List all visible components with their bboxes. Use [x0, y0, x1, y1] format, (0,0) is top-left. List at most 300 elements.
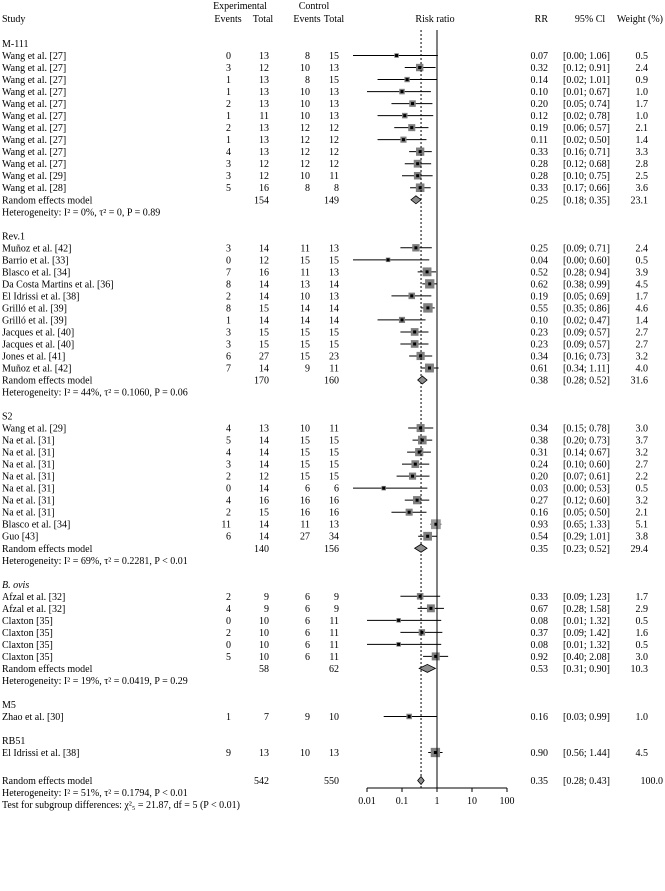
exp-total-cell: 13 — [259, 748, 269, 759]
study-label: Muñoz et al. [42] — [2, 363, 72, 375]
exp-events-cell: 3 — [226, 63, 231, 75]
weight-cell: 2.2 — [635, 471, 648, 483]
pooled-weight: 31.6 — [630, 375, 648, 387]
ctrl-total-cell: 12 — [329, 159, 339, 171]
ctrl-total-cell: 13 — [329, 291, 339, 303]
ctrl-total-cell: 15 — [329, 327, 339, 339]
exp-events-cell: 1 — [226, 135, 231, 147]
exp-events-cell: 5 — [226, 183, 231, 195]
pooled-ci: [0.18; 0.35] — [563, 195, 610, 207]
overall-heterogeneity: Heterogeneity: I² = 51%, τ² = 0.1794, P < 0.01 — [2, 788, 188, 800]
ctrl-total-cell: 15 — [329, 51, 339, 63]
ctrl-events-cell: 9 — [305, 711, 310, 723]
ctrl-events-cell: 6 — [305, 615, 310, 627]
ctrl-events-cell: 15 — [300, 447, 310, 459]
exp-total-cell: 10 — [259, 651, 269, 663]
exp-total-cell: 14 — [259, 483, 269, 495]
study-point-center — [434, 751, 437, 754]
ctrl-total-cell: 15 — [329, 255, 339, 267]
header-exp-events: Events — [214, 14, 242, 25]
study-point-center — [414, 246, 417, 249]
ci-cell: [0.10; 0.75] — [563, 171, 610, 183]
overall-ci: [0.28; 0.43] — [563, 776, 610, 788]
study-point-center — [416, 162, 419, 165]
exp-events-cell: 2 — [226, 507, 231, 519]
rr-cell: 0.24 — [530, 459, 548, 471]
ctrl-total-cell: 11 — [329, 423, 339, 435]
ctrl-total-cell: 13 — [329, 267, 339, 279]
study-label: Muñoz et al. [42] — [2, 243, 72, 255]
rr-cell: 0.31 — [530, 447, 548, 459]
rr-cell: 0.33 — [530, 147, 548, 159]
weight-cell: 3.6 — [635, 183, 648, 195]
exp-events-cell: 0 — [226, 639, 231, 651]
study-point-center — [418, 451, 421, 454]
ctrl-events-cell: 16 — [300, 507, 310, 519]
ci-cell: [0.01; 1.32] — [563, 615, 610, 627]
exp-total-cell: 16 — [259, 267, 269, 279]
ci-cell: [0.40; 2.08] — [563, 651, 610, 663]
rr-cell: 0.54 — [530, 531, 548, 543]
study-point-center — [429, 607, 432, 610]
weight-cell: 0.5 — [635, 483, 648, 495]
study-point-center — [411, 102, 414, 105]
exp-total-cell: 10 — [259, 627, 269, 639]
study-label: Zhao et al. [30] — [2, 711, 64, 723]
rr-cell: 0.33 — [530, 591, 548, 603]
rr-cell: 0.11 — [530, 135, 548, 147]
study-point-center — [397, 619, 400, 622]
pooled-ci: [0.28; 0.52] — [563, 375, 610, 387]
weight-cell: 2.1 — [635, 123, 648, 135]
exp-events-cell: 4 — [226, 147, 231, 159]
exp-total-cell: 10 — [259, 639, 269, 651]
ci-cell: [0.29; 1.01] — [563, 531, 610, 543]
rr-cell: 0.20 — [530, 99, 548, 111]
exp-total-cell: 14 — [259, 315, 269, 327]
exp-events-cell: 1 — [226, 315, 231, 327]
rr-cell: 0.07 — [530, 51, 548, 63]
exp-total-cell: 15 — [259, 327, 269, 339]
rr-cell: 0.20 — [530, 471, 548, 483]
exp-events-cell: 4 — [226, 495, 231, 507]
ctrl-total-cell: 16 — [329, 495, 339, 507]
ctrl-events-cell: 14 — [300, 303, 310, 315]
study-label: Wang et al. [27] — [2, 63, 67, 75]
ctrl-events-cell: 8 — [305, 75, 310, 87]
ci-cell: [0.14; 0.67] — [563, 447, 610, 459]
study-point-center — [408, 511, 411, 514]
weight-cell: 3.0 — [635, 423, 648, 435]
rr-cell: 0.92 — [530, 651, 548, 663]
pooled-ci: [0.31; 0.90] — [563, 663, 610, 675]
exp-total-cell: 14 — [259, 531, 269, 543]
rr-cell: 0.33 — [530, 183, 548, 195]
exp-total-cell: 14 — [259, 243, 269, 255]
study-label: Blasco et al. [34] — [2, 519, 71, 531]
study-label: Afzal et al. [32] — [2, 603, 66, 615]
ctrl-total-cell: 34 — [329, 531, 339, 543]
study-label: Claxton [35] — [2, 651, 53, 663]
exp-events-cell: 0 — [226, 615, 231, 627]
ctrl-total-cell: 14 — [329, 315, 339, 327]
weight-cell: 1.0 — [635, 711, 648, 723]
exp-events-cell: 3 — [226, 339, 231, 351]
weight-cell: 3.2 — [635, 447, 648, 459]
exp-events-cell: 3 — [226, 171, 231, 183]
study-label: Barrio et al. [33] — [2, 255, 69, 267]
study-label: Claxton [35] — [2, 615, 53, 627]
ctrl-events-cell: 15 — [300, 471, 310, 483]
subgroup-label: B. ovis — [2, 579, 30, 591]
exp-total-cell: 15 — [259, 303, 269, 315]
pooled-diamond — [418, 376, 427, 384]
ctrl-total-cell: 15 — [329, 459, 339, 471]
study-point-center — [401, 318, 404, 321]
ctrl-events-cell: 15 — [300, 435, 310, 447]
exp-events-cell: 2 — [226, 471, 231, 483]
ctrl-events-cell: 12 — [300, 147, 310, 159]
ci-cell: [0.00; 1.06] — [563, 51, 610, 63]
ci-cell: [0.02; 1.01] — [563, 75, 610, 87]
rr-cell: 0.37 — [530, 627, 548, 639]
pooled-ctrl-total: 156 — [324, 543, 339, 555]
exp-events-cell: 3 — [226, 159, 231, 171]
study-point-center — [426, 535, 429, 538]
ctrl-events-cell: 15 — [300, 459, 310, 471]
pooled-ci: [0.23; 0.52] — [563, 543, 610, 555]
plot-marks — [2, 30, 663, 811]
subgroup-label: M5 — [2, 699, 16, 711]
rr-cell: 0.10 — [530, 315, 548, 327]
exp-total-cell: 13 — [259, 75, 269, 87]
ci-cell: [0.15; 0.78] — [563, 423, 610, 435]
ci-cell: [0.12; 0.68] — [563, 159, 610, 171]
ctrl-events-cell: 6 — [305, 651, 310, 663]
study-label: Na et al. [31] — [2, 483, 55, 495]
rr-cell: 0.52 — [530, 267, 548, 279]
exp-events-cell: 4 — [226, 603, 231, 615]
exp-total-cell: 13 — [259, 147, 269, 159]
ci-cell: [0.17; 0.66] — [563, 183, 610, 195]
rr-cell: 0.62 — [530, 279, 548, 291]
subgroup-label: S2 — [2, 411, 13, 423]
rr-cell: 0.25 — [530, 243, 548, 255]
column-headers — [2, 1, 663, 25]
header-experimental: Experimental — [213, 1, 267, 12]
weight-cell: 1.7 — [635, 591, 648, 603]
study-point-center — [410, 294, 413, 297]
study-point-center — [428, 282, 431, 285]
study-label: El Idrissi et al. [38] — [2, 291, 80, 303]
weight-cell: 3.2 — [635, 351, 648, 363]
weight-cell: 3.0 — [635, 651, 648, 663]
ctrl-total-cell: 15 — [329, 447, 339, 459]
pooled-diamond — [415, 544, 427, 552]
weight-cell: 4.0 — [635, 363, 648, 375]
ctrl-total-cell: 13 — [329, 99, 339, 111]
exp-events-cell: 2 — [226, 291, 231, 303]
pooled-diamond — [419, 664, 435, 672]
exp-total-cell: 14 — [259, 363, 269, 375]
weight-cell: 1.0 — [635, 87, 648, 99]
exp-events-cell: 1 — [226, 87, 231, 99]
study-label: Jones et al. [41] — [2, 351, 66, 363]
exp-total-cell: 13 — [259, 87, 269, 99]
ctrl-events-cell: 10 — [300, 423, 310, 435]
exp-events-cell: 5 — [226, 651, 231, 663]
exp-total-cell: 9 — [264, 603, 269, 615]
weight-cell: 1.4 — [635, 315, 648, 327]
heterogeneity-text: Heterogeneity: I² = 19%, τ² = 0.0419, P = 0.29 — [2, 675, 188, 687]
rr-cell: 0.03 — [530, 483, 548, 495]
rr-cell: 0.19 — [530, 291, 548, 303]
ctrl-events-cell: 10 — [300, 291, 310, 303]
ctrl-total-cell: 15 — [329, 435, 339, 447]
exp-events-cell: 6 — [226, 351, 231, 363]
ctrl-events-cell: 10 — [300, 111, 310, 123]
rr-cell: 0.23 — [530, 327, 548, 339]
study-point-center — [406, 78, 409, 81]
ctrl-events-cell: 12 — [300, 123, 310, 135]
exp-events-cell: 1 — [226, 75, 231, 87]
header-control: Control — [298, 1, 330, 12]
exp-total-cell: 14 — [259, 435, 269, 447]
ctrl-events-cell: 15 — [300, 339, 310, 351]
weight-cell: 1.7 — [635, 99, 648, 111]
ctrl-events-cell: 6 — [305, 591, 310, 603]
study-point-center — [414, 463, 417, 466]
pooled-rr: 0.35 — [530, 543, 548, 555]
ctrl-events-cell: 8 — [305, 183, 310, 195]
ci-cell: [0.65; 1.33] — [563, 519, 610, 531]
pooled-ctrl-total: 160 — [324, 375, 339, 387]
pooled-diamond — [418, 777, 425, 785]
ci-cell: [0.35; 0.86] — [563, 303, 610, 315]
exp-total-cell: 12 — [259, 255, 269, 267]
exp-events-cell: 3 — [226, 459, 231, 471]
header-exp-total: Total — [252, 14, 274, 25]
study-point-center — [413, 342, 416, 345]
weight-cell: 0.5 — [635, 51, 648, 63]
pooled-label: Random effects model — [2, 543, 93, 555]
ctrl-total-cell: 8 — [334, 183, 339, 195]
ctrl-events-cell: 11 — [300, 267, 310, 279]
heterogeneity-text: Heterogeneity: I² = 0%, τ² = 0, P = 0.89 — [2, 207, 161, 219]
exp-total-cell: 13 — [259, 51, 269, 63]
exp-events-cell: 3 — [226, 327, 231, 339]
study-point-center — [426, 270, 429, 273]
header-weight: Weight (%) — [616, 14, 663, 25]
rr-cell: 0.28 — [530, 171, 548, 183]
ctrl-events-cell: 10 — [300, 748, 310, 759]
exp-events-cell: 0 — [226, 483, 231, 495]
ci-cell: [0.16; 0.73] — [563, 351, 610, 363]
ctrl-total-cell: 13 — [329, 748, 339, 759]
weight-cell: 2.4 — [635, 63, 648, 75]
study-label: Jacques et al. [40] — [2, 327, 75, 339]
study-label: Afzal et al. [32] — [2, 591, 66, 603]
pooled-rr: 0.53 — [530, 663, 548, 675]
exp-events-cell: 7 — [226, 363, 231, 375]
study-label: Wang et al. [27] — [2, 111, 67, 123]
weight-cell: 4.5 — [635, 748, 648, 759]
study-point-center — [382, 487, 385, 490]
exp-total-cell: 16 — [259, 183, 269, 195]
study-label: Grilló et al. [39] — [2, 303, 67, 315]
study-label: Na et al. [31] — [2, 459, 55, 471]
weight-cell: 3.9 — [635, 267, 648, 279]
ci-cell: [0.56; 1.44] — [563, 748, 610, 759]
rr-cell: 0.10 — [530, 87, 548, 99]
ctrl-total-cell: 11 — [329, 627, 339, 639]
rr-cell: 0.28 — [530, 159, 548, 171]
study-label: Wang et al. [27] — [2, 135, 67, 147]
ctrl-events-cell: 15 — [300, 327, 310, 339]
ctrl-events-cell: 12 — [300, 135, 310, 147]
study-label: Na et al. [31] — [2, 435, 55, 447]
x-tick-label: 100 — [499, 796, 515, 808]
study-label: Wang et al. [27] — [2, 123, 67, 135]
exp-total-cell: 14 — [259, 447, 269, 459]
study-point-center — [411, 475, 414, 478]
rr-cell: 0.08 — [530, 615, 548, 627]
ci-cell: [0.00; 0.53] — [563, 483, 610, 495]
pooled-weight: 29.4 — [630, 543, 648, 555]
weight-cell: 1.7 — [635, 291, 648, 303]
ci-cell: [0.28; 1.58] — [563, 603, 610, 615]
ctrl-total-cell: 15 — [329, 339, 339, 351]
weight-cell: 4.5 — [635, 279, 648, 291]
ctrl-events-cell: 14 — [300, 315, 310, 327]
exp-total-cell: 14 — [259, 519, 269, 531]
weight-cell: 4.6 — [635, 303, 648, 315]
rr-cell: 0.27 — [530, 495, 548, 507]
ctrl-total-cell: 13 — [329, 87, 339, 99]
study-label: Wang et al. [27] — [2, 147, 67, 159]
ctrl-total-cell: 14 — [329, 303, 339, 315]
exp-total-cell: 7 — [264, 711, 269, 723]
study-point-center — [416, 174, 419, 177]
weight-cell: 3.8 — [635, 531, 648, 543]
ci-cell: [0.09; 0.57] — [563, 327, 610, 339]
ctrl-events-cell: 6 — [305, 627, 310, 639]
ci-cell: [0.02; 0.47] — [563, 315, 610, 327]
weight-cell: 0.9 — [635, 75, 648, 87]
exp-events-cell: 5 — [226, 435, 231, 447]
overall-ctrl-total: 550 — [324, 776, 339, 788]
ci-cell: [0.02; 0.78] — [563, 111, 610, 123]
pooled-exp-total: 154 — [254, 195, 269, 207]
study-label: Wang et al. [28] — [2, 183, 67, 195]
x-tick-label: 10 — [467, 796, 477, 808]
exp-total-cell: 9 — [264, 591, 269, 603]
weight-cell: 1.4 — [635, 135, 648, 147]
study-point-center — [416, 499, 419, 502]
ci-cell: [0.34; 1.11] — [563, 363, 610, 375]
pooled-exp-total: 140 — [254, 543, 269, 555]
study-label: Claxton [35] — [2, 627, 53, 639]
rr-cell: 0.19 — [530, 123, 548, 135]
study-label: Da Costa Martins et al. [36] — [2, 279, 114, 291]
exp-events-cell: 1 — [226, 111, 231, 123]
ctrl-total-cell: 16 — [329, 507, 339, 519]
pooled-rr: 0.38 — [530, 375, 548, 387]
exp-total-cell: 13 — [259, 135, 269, 147]
weight-cell: 5.1 — [635, 519, 648, 531]
ctrl-events-cell: 15 — [300, 351, 310, 363]
ci-cell: [0.38; 0.99] — [563, 279, 610, 291]
ctrl-events-cell: 6 — [305, 483, 310, 495]
overall-label: Random effects model — [2, 776, 93, 788]
study-point-center — [413, 330, 416, 333]
exp-total-cell: 14 — [259, 279, 269, 291]
ci-cell: [0.01; 0.67] — [563, 87, 610, 99]
heterogeneity-text: Heterogeneity: I² = 69%, τ² = 0.2281, P < 0.01 — [2, 555, 188, 567]
header-ctrl-total: Total — [323, 14, 345, 25]
ctrl-total-cell: 13 — [329, 519, 339, 531]
weight-cell: 3.3 — [635, 147, 648, 159]
ctrl-total-cell: 11 — [329, 651, 339, 663]
exp-total-cell: 10 — [259, 615, 269, 627]
ctrl-total-cell: 13 — [329, 111, 339, 123]
ci-cell: [0.06; 0.57] — [563, 123, 610, 135]
study-point-center — [387, 258, 390, 261]
subgroup-label: M-111 — [2, 39, 29, 50]
ctrl-total-cell: 15 — [329, 471, 339, 483]
pooled-ctrl-total: 149 — [324, 195, 339, 207]
ci-cell: [0.00; 0.60] — [563, 255, 610, 267]
exp-total-cell: 14 — [259, 459, 269, 471]
ci-cell: [0.05; 0.50] — [563, 507, 610, 519]
exp-events-cell: 9 — [226, 748, 231, 759]
exp-events-cell: 2 — [226, 627, 231, 639]
header-rr: RR — [534, 14, 548, 25]
exp-events-cell: 8 — [226, 279, 231, 291]
exp-events-cell: 1 — [226, 711, 231, 723]
weight-cell: 3.2 — [635, 495, 648, 507]
ctrl-total-cell: 9 — [334, 603, 339, 615]
ctrl-total-cell: 6 — [334, 483, 339, 495]
rr-cell: 0.04 — [530, 255, 548, 267]
exp-total-cell: 12 — [259, 471, 269, 483]
ctrl-events-cell: 8 — [305, 51, 310, 63]
study-label: Wang et al. [27] — [2, 159, 67, 171]
exp-events-cell: 4 — [226, 447, 231, 459]
ctrl-events-cell: 16 — [300, 495, 310, 507]
study-label: Grilló et al. [39] — [2, 315, 67, 327]
study-label: El Idrissi et al. [38] — [2, 748, 80, 759]
overall-weight: 100.0 — [640, 776, 663, 788]
ctrl-total-cell: 11 — [329, 615, 339, 627]
study-label: Na et al. [31] — [2, 447, 55, 459]
exp-total-cell: 27 — [259, 351, 269, 363]
study-label: Wang et al. [29] — [2, 171, 67, 183]
ctrl-events-cell: 27 — [300, 531, 310, 543]
header-ctrl-events: Events — [293, 14, 321, 25]
header-risk-ratio: Risk ratio — [415, 14, 455, 25]
exp-events-cell: 7 — [226, 267, 231, 279]
exp-total-cell: 12 — [259, 159, 269, 171]
ctrl-events-cell: 10 — [300, 171, 310, 183]
rr-cell: 0.67 — [530, 603, 548, 615]
study-label: Claxton [35] — [2, 639, 53, 651]
study-point-center — [426, 306, 429, 309]
ci-cell: [0.02; 0.50] — [563, 135, 610, 147]
exp-total-cell: 12 — [259, 63, 269, 75]
pooled-label: Random effects model — [2, 195, 93, 207]
weight-cell: 0.5 — [635, 639, 648, 651]
